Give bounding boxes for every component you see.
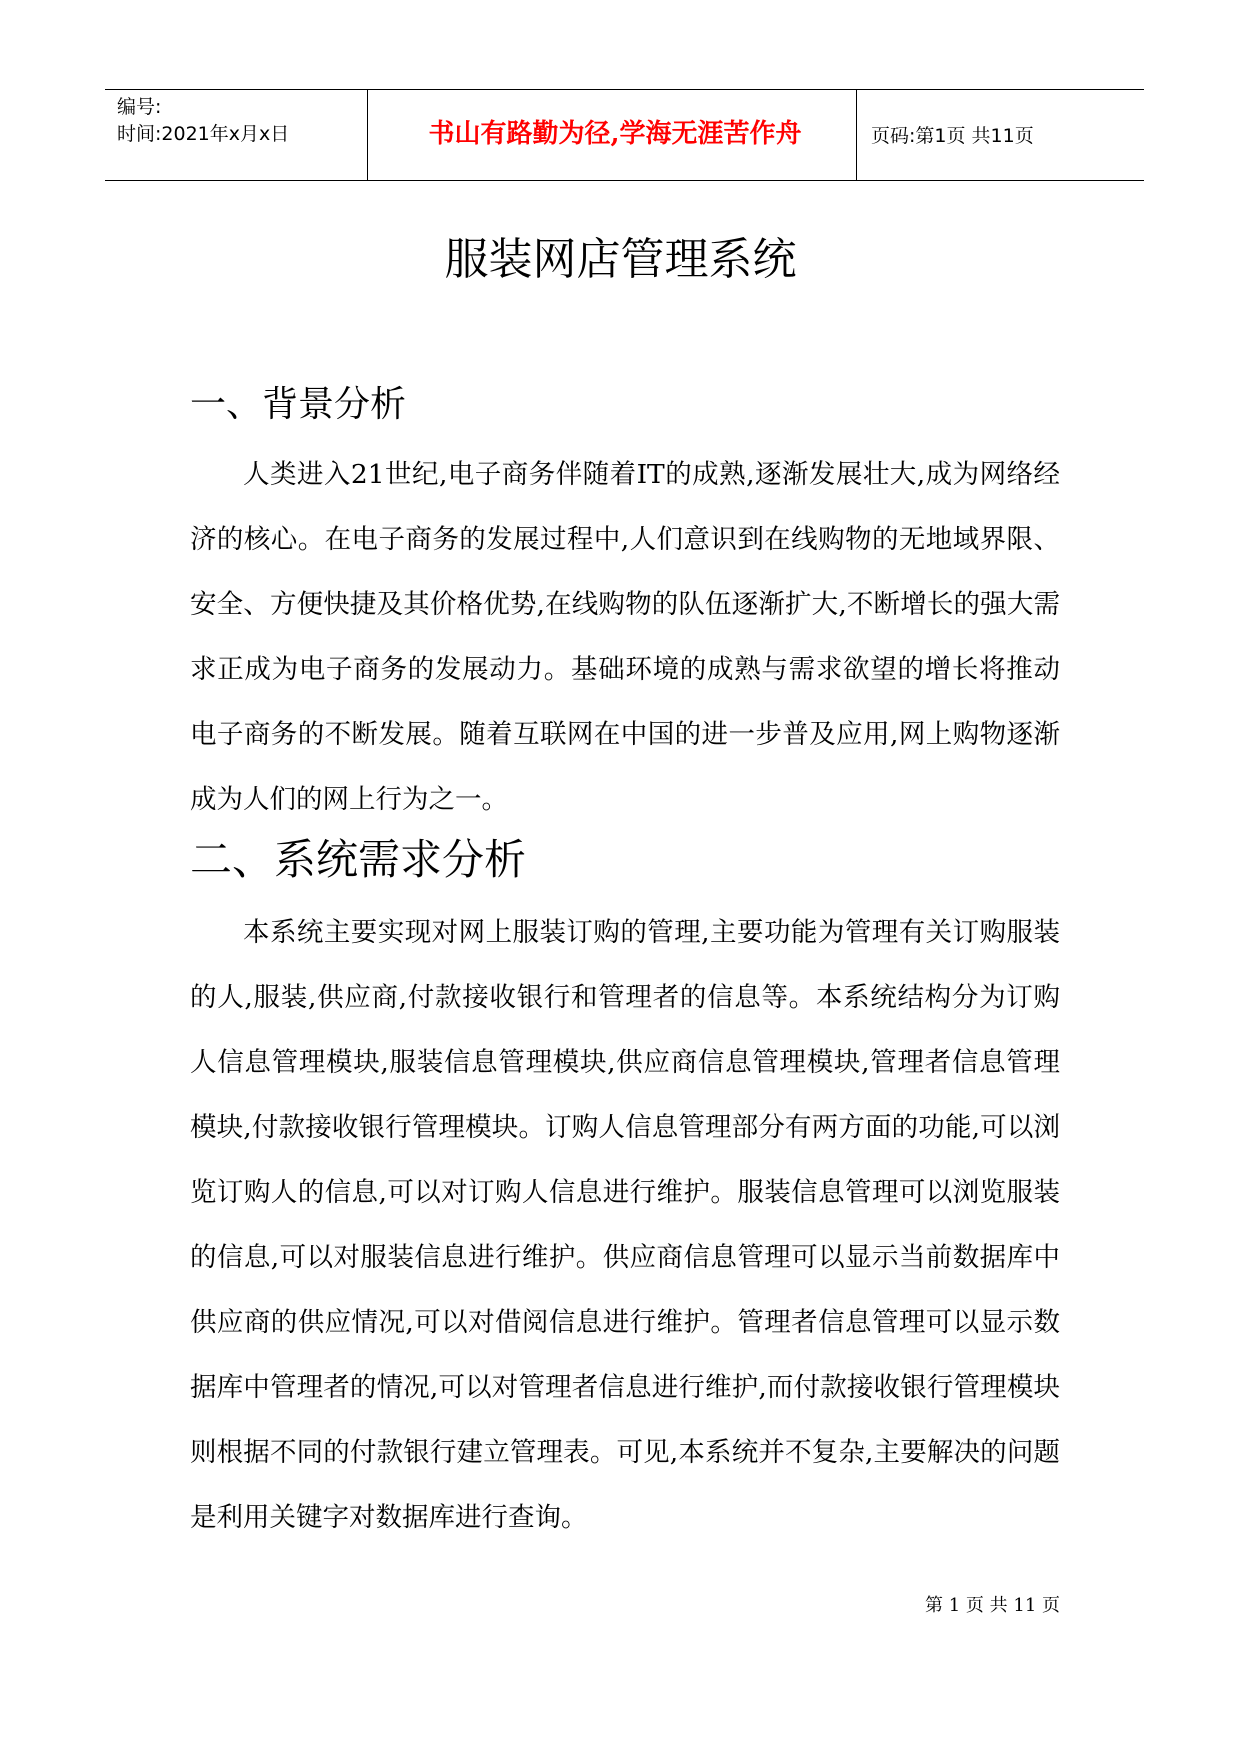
section-paragraph-background: 人类进入21世纪,电子商务伴随着IT的成熟,逐渐发展壮大,成为网络经济的核心。在电子商务的发展过程中,人们意识到在线购物的无地域界限、安全、方便快捷及其价格优势,在线购物的队伍逐渐扩大,不断增长的强大需求正成为电子商务的发展动力。基础环境的成熟与需求欲望的增长将推动电子商务的不断发展。随着互联网在中国的进一步普及应用,网上购物逐渐成为人们的网上行为之一。: [190, 459, 1060, 815]
document-title: 服装网店管理系统: [444, 234, 797, 285]
header-divider: [367, 90, 368, 180]
header-divider: [856, 90, 857, 180]
page-header: [105, 89, 1144, 181]
section-heading-requirements: 二、系统需求分析: [190, 835, 527, 884]
serial-number-label: 编号:: [117, 96, 162, 118]
header-meta: [117, 94, 289, 148]
page-footer: 第 1 页 共 11 页: [925, 1595, 1060, 1616]
section-heading-background: 一、背景分析: [190, 384, 407, 425]
time-label: 时间:2021年x月x日: [117, 123, 290, 145]
section-paragraph-requirements: 本系统主要实现对网上服装订购的管理,主要功能为管理有关订购服装的人,服装,供应商,付款接收银行和管理者的信息等。本系统结构分为订购人信息管理模块,服装信息管理模块,供应商信息管理模块,管理者信息管理模块,付款接收银行管理模块。订购人信息管理部分有两方面的功能,可以浏览订购人的信息,可以对订购人信息进行维护。服装信息管理可以浏览服装的信息,可以对服装信息进行维护。供应商信息管理可以显示当前数据库中供应商的供应情况,可以对借阅信息进行维护。管理者信息管理可以显示数据库中管理者的情况,可以对管理者信息进行维护,而付款接收银行管理模块则根据不同的付款银行建立管理表。可见,本系统并不复杂,主要解决的问题是利用关键字对数据库进行查询。: [190, 917, 1060, 1533]
header-motto: 书山有路勤为径,学海无涯苦作舟: [428, 119, 802, 149]
header-page-number: 页码:第1页 共11页: [871, 125, 1034, 147]
